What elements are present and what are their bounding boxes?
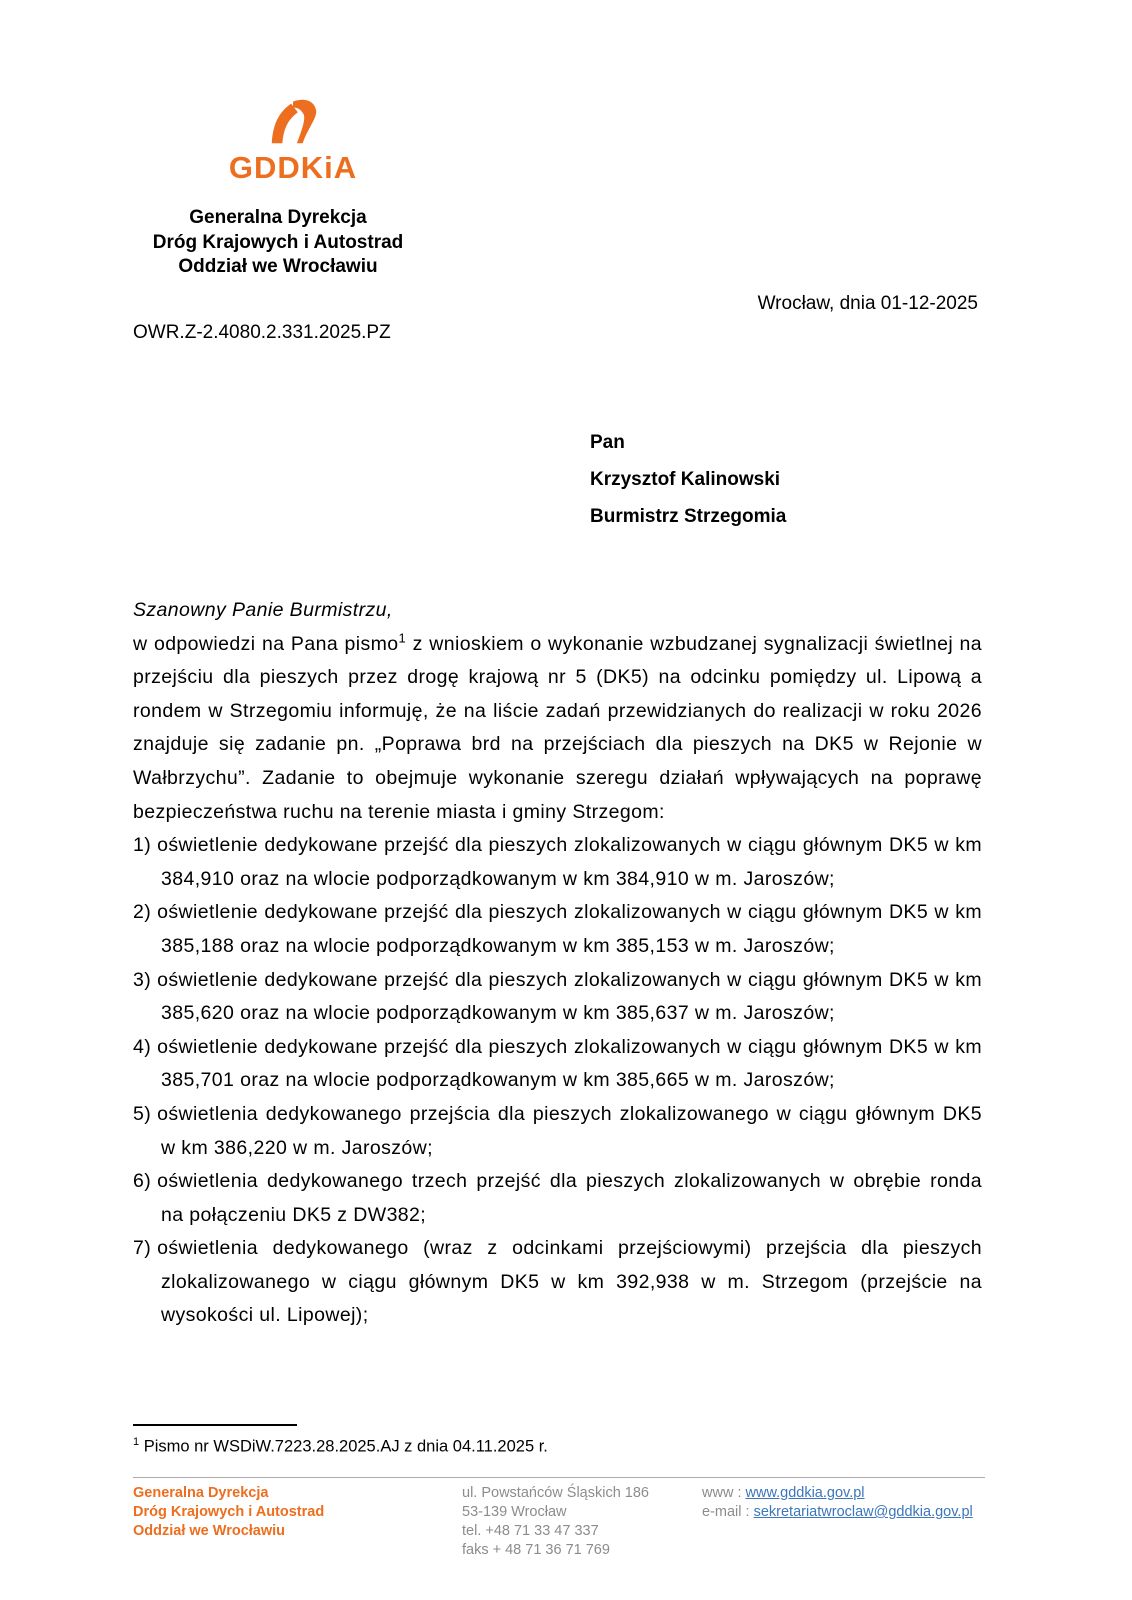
footer-links-block (702, 1484, 973, 1522)
footer-www-line (702, 1484, 973, 1503)
letter-body (133, 594, 982, 1333)
list-item-text: oświetlenie dedykowane przejść dla pieszych zlokalizowanych w ciągu głównym DK5 w km 385,620 oraz na wlocie podporządkowanym w km 385,637 w m. Jaroszów; (157, 968, 982, 1025)
numbered-list (133, 829, 982, 1333)
footnote (133, 1436, 548, 1457)
list-item-number: 7) (133, 1237, 152, 1260)
logo-wordmark: GDDKiA (228, 150, 358, 185)
org-name-block (128, 206, 428, 280)
footer-address-line: 53-139 Wrocław (462, 1504, 567, 1520)
gddkia-logo (217, 94, 369, 186)
org-name-line: Oddział we Wrocławiu (178, 256, 378, 277)
salutation: Szanowny Panie Burmistrzu, (133, 599, 393, 621)
place-and-date: Wrocław, dnia 01-12-2025 (757, 293, 978, 314)
footer-org-line: Generalna Dyrekcja (133, 1485, 269, 1501)
list-item-number: 4) (133, 1035, 152, 1058)
intro-text-after-footnote: z wnioskiem o wykonanie wzbudzanej sygnalizacji świetlnej na przejściu dla pieszych przez drogę krajową nr 5 (DK5) na odcinku pomiędzy ul. Lipową a rondem w Strzegomiu informuję, że na liście zadań przewidzianych do realizacji w roku 2026 znajduje się zadanie pn. „Poprawa brd na przejściach dla pieszych na DK5 w Rejonie w Wałbrzychu”. Zadanie to obejmuje wykonanie szeregu działań wpływających na poprawę bezpieczeństwa ruchu na terenie miasta i gminy Strzegom: (133, 632, 982, 823)
list-item (133, 964, 982, 1031)
list-item-text: oświetlenia dedykowanego trzech przejść dla pieszych zlokalizowanych w obrębie ronda na połączeniu DK5 z DW382; (157, 1170, 982, 1226)
footer-org-line: Oddział we Wrocławiu (133, 1523, 286, 1539)
list-item-number: 1) (133, 834, 152, 857)
www-label: www : (702, 1485, 746, 1501)
list-item (133, 829, 982, 896)
list-item-number: 2) (133, 901, 152, 924)
list-item-number: 6) (133, 1170, 152, 1193)
intro-text-before-footnote: w odpowiedzi na Pana pismo (133, 632, 399, 655)
list-item (133, 1031, 982, 1098)
list-item-number: 5) (133, 1102, 152, 1125)
list-item-text: oświetlenie dedykowane przejść dla pieszych zlokalizowanych w ciągu głównym DK5 w km 385,701 oraz na wlocie podporządkowanym w km 385,665 w m. Jaroszów; (157, 1035, 982, 1092)
list-item (133, 896, 982, 963)
footnote-divider (133, 1424, 297, 1426)
website-link[interactable]: www.gddkia.gov.pl (745, 1485, 865, 1501)
intro-paragraph (133, 628, 982, 830)
footer-org-block (133, 1484, 324, 1541)
list-item (133, 1098, 982, 1165)
footnote-text: Pismo nr WSDiW.7223.28.2025.AJ z dnia 04.11.2025 r. (139, 1437, 548, 1456)
footer-divider (133, 1477, 985, 1478)
recipient-block (590, 424, 786, 535)
recipient-line: Pan (590, 432, 625, 453)
recipient-line: Burmistrz Strzegomia (590, 506, 787, 527)
reference-number: OWR.Z-2.4080.2.331.2025.PZ (133, 322, 391, 343)
recipient-line: Krzysztof Kalinowski (590, 469, 781, 490)
list-item-text: oświetlenie dedykowane przejść dla pieszych zlokalizowanych w ciągu głównym DK5 w km 384,910 oraz na wlocie podporządkowanym w km 384,910 w m. Jaroszów; (157, 834, 982, 890)
email-label: e-mail : (702, 1504, 754, 1520)
footer-address-line: ul. Powstańców Śląskich 186 (462, 1485, 649, 1501)
list-item-text: oświetlenia dedykowanego przejścia dla pieszych zlokalizowanego w ciągu głównym DK5 w km 386,220 w m. Jaroszów; (157, 1102, 982, 1159)
footer-address-block (462, 1484, 649, 1560)
list-item (133, 1232, 982, 1333)
list-item-text: oświetlenie dedykowane przejść dla pieszych zlokalizowanych w ciągu głównym DK5 w km 385,188 oraz na wlocie podporządkowanym w km 385,153 w m. Jaroszów; (157, 901, 982, 957)
org-name-line: Generalna Dyrekcja (189, 207, 367, 228)
list-item-text: oświetlenia dedykowanego (wraz z odcinkami przejściowymi) przejścia dla pieszych zlokalizowanego w ciągu głównym DK5 w km 392,938 w m. Strzegom (przejście na wysokości ul. Lipowej); (157, 1237, 982, 1327)
eagle-road-icon (264, 94, 322, 148)
footnote-reference-mark: 1 (398, 630, 407, 646)
footer-org-line: Dróg Krajowych i Autostrad (133, 1504, 325, 1520)
email-link[interactable]: sekretariatwroclaw@gddkia.gov.pl (753, 1504, 973, 1520)
footer-address-line: tel. +48 71 33 47 337 (462, 1523, 599, 1539)
list-item (133, 1165, 982, 1232)
footnote-marker: 1 (133, 1436, 140, 1448)
org-name-line: Dróg Krajowych i Autostrad (152, 231, 404, 253)
list-item-number: 3) (133, 968, 152, 991)
footer-email-line (702, 1503, 973, 1522)
footer-address-line: faks + 48 71 36 71 769 (462, 1542, 610, 1558)
